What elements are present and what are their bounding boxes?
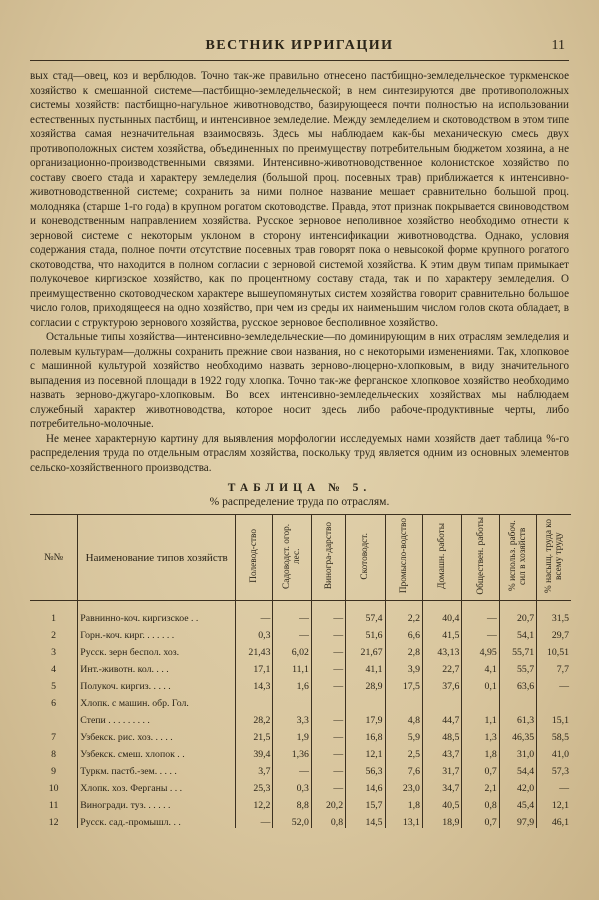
- cell-value: 43,13: [422, 641, 461, 658]
- table-row: [30, 641, 571, 658]
- cell-value: —: [311, 601, 345, 625]
- cell-value: —: [236, 601, 273, 625]
- cell-value: —: [273, 601, 311, 625]
- cell-value: 55,71: [499, 641, 536, 658]
- cell-value: 6,02: [273, 641, 311, 658]
- cell-value: 97,9: [499, 811, 536, 828]
- column-header-household: Домашн. работы: [422, 515, 461, 601]
- cell-value: 13,1: [385, 811, 422, 828]
- cell-value: —: [311, 760, 345, 777]
- cell-value: 14,5: [346, 811, 385, 828]
- cell-value: 12,1: [537, 794, 571, 811]
- cell-value: 4,1: [462, 658, 499, 675]
- table-row: [30, 760, 571, 777]
- column-header-livestock: Скотоводст.: [346, 515, 385, 601]
- cell-value: 1,9: [273, 726, 311, 743]
- cell-value: 25,3: [236, 777, 273, 794]
- column-header-garden: Садоводст. огор. лес.: [273, 515, 311, 601]
- cell-value: —: [537, 675, 571, 692]
- cell-value: 10,51: [537, 641, 571, 658]
- cell-value: 23,0: [385, 777, 422, 794]
- cell-value: 1,3: [462, 726, 499, 743]
- cell-value: 39,4: [236, 743, 273, 760]
- cell-value: 3,3: [273, 709, 311, 726]
- cell-value: —: [462, 624, 499, 641]
- cell-value: 11,1: [273, 658, 311, 675]
- cell-value: 0,8: [462, 794, 499, 811]
- column-header-num: №№: [30, 515, 78, 601]
- cell-value: 54,1: [499, 624, 536, 641]
- cell-value: 46,35: [499, 726, 536, 743]
- cell-value: 57,3: [537, 760, 571, 777]
- table-row: [30, 743, 571, 760]
- row-number: 2: [51, 630, 57, 641]
- cell-value: 3,9: [385, 658, 422, 675]
- cell-value: 28,9: [346, 675, 385, 692]
- cell-value: —: [311, 709, 345, 726]
- cell-value: [236, 692, 273, 709]
- cell-value: —: [311, 641, 345, 658]
- table-row: [30, 692, 571, 709]
- row-number: 10: [48, 783, 59, 794]
- cell-value: 40,5: [422, 794, 461, 811]
- cell-value: 1,36: [273, 743, 311, 760]
- cell-value: 17,5: [385, 675, 422, 692]
- cell-value: 21,5: [236, 726, 273, 743]
- column-header-saturation: % насыщ. труда ко всему труду: [537, 515, 571, 601]
- cell-value: 4,95: [462, 641, 499, 658]
- cell-value: 15,7: [346, 794, 385, 811]
- cell-value: 63,6: [499, 675, 536, 692]
- cell-value: [422, 692, 461, 709]
- cell-value: 21,67: [346, 641, 385, 658]
- cell-value: 0,3: [236, 624, 273, 641]
- cell-value: 55,7: [499, 658, 536, 675]
- cell-value: 12,1: [346, 743, 385, 760]
- row-label: Туркм. пастб.-зем. . . . .: [78, 760, 236, 777]
- cell-value: —: [273, 624, 311, 641]
- cell-value: 31,5: [537, 601, 571, 625]
- column-header-vineyard: Виногра-дарство: [311, 515, 345, 601]
- cell-value: 37,6: [422, 675, 461, 692]
- table-row: [30, 624, 571, 641]
- cell-value: 41,1: [346, 658, 385, 675]
- cell-value: 0,3: [273, 777, 311, 794]
- cell-value: 5,9: [385, 726, 422, 743]
- cell-value: 20,7: [499, 601, 536, 625]
- cell-value: —: [311, 624, 345, 641]
- cell-value: 41,5: [422, 624, 461, 641]
- cell-value: 34,7: [422, 777, 461, 794]
- table-header-row: [30, 515, 571, 601]
- cell-value: 7,6: [385, 760, 422, 777]
- cell-value: 22,7: [422, 658, 461, 675]
- cell-value: 6,6: [385, 624, 422, 641]
- cell-value: —: [311, 726, 345, 743]
- row-label: Инт.-животн. кол. . . .: [78, 658, 236, 675]
- table-row: [30, 658, 571, 675]
- cell-value: —: [236, 811, 273, 828]
- cell-value: 21,43: [236, 641, 273, 658]
- row-label: Горн.-коч. кирг. . . . . . .: [78, 624, 236, 641]
- table-row: [30, 726, 571, 743]
- cell-value: [385, 692, 422, 709]
- journal-title: ВЕСТНИК ИРРИГАЦИИ: [205, 38, 394, 53]
- cell-value: 20,2: [311, 794, 345, 811]
- cell-value: 2,2: [385, 601, 422, 625]
- cell-value: 45,4: [499, 794, 536, 811]
- paragraph: вых стад—овец, коз и верблюдов. Точно так-же правильно отнесено пастбищно-земледельческое туркменское хозяйство к смешанной системе—пастбищно-земледельческой; в нем синтезируются две противоположных системы хозяйств: пастбищно-нагульное животноводство, базирующееся почти полностью на использовании естественных пустынных пастбищ, и интенсивное земледелие. Между земледелием и скотоводством в этом типе хозяйства самая незначительная взаимосвязь. Здесь мы наблюдаем как-бы механическую смесь двух противоположных систем хозяйства, объединенных по преимуществу потребительным бюджетом хозяина, а не организационно-производственными связями. Интенсивно-животноводственное колонистское хозяйство по составу своего стада и характеру земледелия (большой проц. посевных трав) приближается к интенсивно-животноводственной системе; сохранить за ними полное название мешает сравнительно большой проц. молодняка (старше 1-го года) в крупном рогатом скотоводстве. Правда, этот признак покрывается свиноводством и коневодственным направлением хозяйства. Русское зерновое неполивное хозяйство необходимо отнести к зерновой системе с некоторым уклоном в сторону интенсификации животноводства. Однако, условия содержания стада, полное почти отсутствие посевных трав говорят пока о невысокой форме крупного рогатого скотоводства, что находится в полном согласии с зерновой системой хозяйства. К этим двум типам примыкает полукочевое киргизское хозяйство, как по процентному составу стада, так и по характеру земледелия. О преимущественно скотоводческом характере вышеупомянутых систем хозяйства говорит сравнительно большое число голов, приходящееся на одно хозяйство, при чем из среды их наименьшим числом голов скота обладает, в согласии с структурою зернового хозяйства, русское зерновое бесполивное хозяйство.: [30, 70, 569, 329]
- row-label: Русск. сад.-промышл. . .: [78, 811, 236, 828]
- cell-value: 46,1: [537, 811, 571, 828]
- row-number: 11: [48, 800, 59, 811]
- cell-value: —: [537, 777, 571, 794]
- cell-value: 28,2: [236, 709, 273, 726]
- cell-value: 14,3: [236, 675, 273, 692]
- cell-value: [346, 692, 385, 709]
- cell-value: 1,8: [385, 794, 422, 811]
- cell-value: 43,7: [422, 743, 461, 760]
- column-header-public: Обществен. работы: [462, 515, 499, 601]
- column-header-usage: % использ. рабоч. сил в хозяйств: [499, 515, 536, 601]
- cell-value: [499, 692, 536, 709]
- cell-value: 16,8: [346, 726, 385, 743]
- cell-value: 56,3: [346, 760, 385, 777]
- row-label: Виногради. туз. . . . . .: [78, 794, 236, 811]
- row-number: 9: [51, 766, 57, 777]
- cell-value: 58,5: [537, 726, 571, 743]
- row-number: [30, 709, 78, 726]
- row-label: Русск. зерн беспол. хоз.: [78, 641, 236, 658]
- cell-value: 48,5: [422, 726, 461, 743]
- cell-value: 7,7: [537, 658, 571, 675]
- cell-value: 1,1: [462, 709, 499, 726]
- cell-value: 0,7: [462, 760, 499, 777]
- body-text: [30, 69, 569, 475]
- column-header-field: Полевод-ство: [236, 515, 273, 601]
- page-header: [30, 38, 569, 61]
- cell-value: 51,6: [346, 624, 385, 641]
- cell-value: 8,8: [273, 794, 311, 811]
- cell-value: 12,2: [236, 794, 273, 811]
- cell-value: 17,9: [346, 709, 385, 726]
- table-row: [30, 794, 571, 811]
- row-number: 6: [51, 698, 57, 709]
- cell-value: 31,7: [422, 760, 461, 777]
- cell-value: 57,4: [346, 601, 385, 625]
- row-label: Полукоч. киргиз. . . . .: [78, 675, 236, 692]
- row-number: 12: [48, 817, 59, 828]
- cell-value: 15,1: [537, 709, 571, 726]
- cell-value: 52,0: [273, 811, 311, 828]
- table-row: [30, 601, 571, 625]
- cell-value: 17,1: [236, 658, 273, 675]
- cell-value: 61,3: [499, 709, 536, 726]
- cell-value: —: [311, 743, 345, 760]
- row-label: Степи . . . . . . . . .: [78, 709, 236, 726]
- cell-value: [537, 692, 571, 709]
- cell-value: 31,0: [499, 743, 536, 760]
- paragraph: Остальные типы хозяйства—интенсивно-земледельческие—по доминирующим в них отраслям земледелия и полевым культурам—должны сохранить прежние свои названия, но с некоторыми изменениями. Так, хлопковое с машинной культурой хозяйство необходимо назвать зерново-люцерно-хлопковым, в виду значительного выпадения из посевной площади в 1922 году хлопка. Точно так-же ферганское хлопковое хозяйство необходимо назвать зерново-джугаро-хлопковым. Во всех интенсивно-земледельческих хозяйствах мы наблюдаем служебный характер животноводства, которое носит здесь либо рабоче-продуктивные черты, либо потребительно-молочные.: [30, 331, 569, 430]
- cell-value: 2,8: [385, 641, 422, 658]
- cell-value: 3,7: [236, 760, 273, 777]
- table-row: [30, 709, 571, 726]
- cell-value: —: [273, 760, 311, 777]
- row-number: 7: [51, 732, 57, 743]
- row-number: 8: [51, 749, 57, 760]
- cell-value: 41,0: [537, 743, 571, 760]
- cell-value: 14,6: [346, 777, 385, 794]
- cell-value: —: [311, 675, 345, 692]
- table-row: [30, 675, 571, 692]
- table-subtitle: % распределение труда по отраслям.: [209, 496, 390, 508]
- cell-value: 18,9: [422, 811, 461, 828]
- row-number: 1: [51, 613, 57, 624]
- cell-value: 2,1: [462, 777, 499, 794]
- cell-value: 1,8: [462, 743, 499, 760]
- column-header-crafts: Промысло-водство: [385, 515, 422, 601]
- page-number: 11: [551, 38, 565, 53]
- cell-value: 2,5: [385, 743, 422, 760]
- row-number: 4: [51, 664, 57, 675]
- row-label: Узбекск. рис. хоз. . . . .: [78, 726, 236, 743]
- labor-distribution-table: [30, 514, 571, 828]
- row-label: Хлопк. хоз. Ферганы . . .: [78, 777, 236, 794]
- cell-value: 40,4: [422, 601, 461, 625]
- row-number: 3: [51, 647, 57, 658]
- cell-value: —: [462, 601, 499, 625]
- column-header-name: Наименование типов хозяйств: [78, 515, 236, 601]
- cell-value: 44,7: [422, 709, 461, 726]
- table-caption: ТАБЛИЦА № 5.: [227, 482, 372, 494]
- row-label: Хлопк. с машин. обр. Гол.: [78, 692, 236, 709]
- cell-value: [311, 692, 345, 709]
- cell-value: 42,0: [499, 777, 536, 794]
- cell-value: [462, 692, 499, 709]
- cell-value: —: [311, 658, 345, 675]
- cell-value: 4,8: [385, 709, 422, 726]
- cell-value: 29,7: [537, 624, 571, 641]
- cell-value: —: [311, 777, 345, 794]
- table-row: [30, 777, 571, 794]
- cell-value: 0,7: [462, 811, 499, 828]
- row-label: Равнинно-коч. киргизское . .: [78, 601, 236, 625]
- cell-value: [273, 692, 311, 709]
- row-label: Узбекск. смеш. хлопок . .: [78, 743, 236, 760]
- cell-value: 0,1: [462, 675, 499, 692]
- row-number: 5: [51, 681, 57, 692]
- cell-value: 0,8: [311, 811, 345, 828]
- cell-value: 1,6: [273, 675, 311, 692]
- paragraph: Не менее характерную картину для выявления морфологии исследуемых нами хозяйств дает таблица %-го распределения труда по отдельным отраслям хозяйства, поскольку труд является одним из основных элементов сельско-хозяйственного производства.: [30, 432, 569, 474]
- table-row: [30, 811, 571, 828]
- cell-value: 54,4: [499, 760, 536, 777]
